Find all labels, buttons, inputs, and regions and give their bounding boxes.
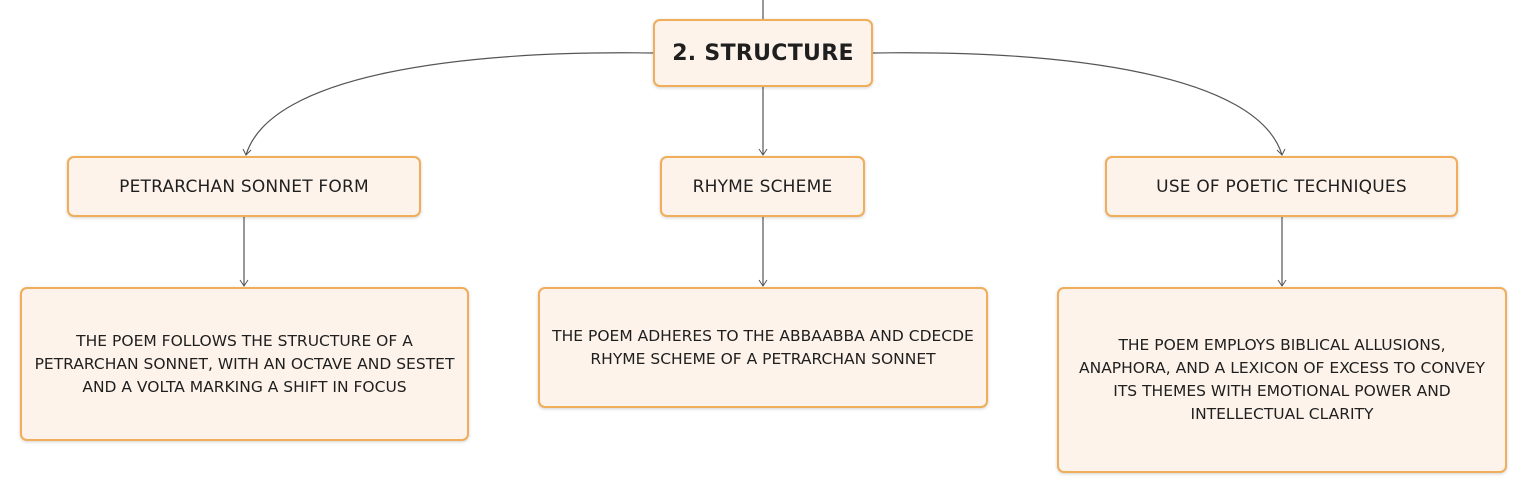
detail-node-text: THE POEM EMPLOYS BIBLICAL ALLUSIONS, ANAPHORA, AND A LEXICON OF EXCESS TO CONVEY ITS THEMES WITH EMOTIONAL POWER AND INTELLECTUAL CLARITY bbox=[1079, 336, 1485, 423]
detail-node-rhyme-scheme[interactable] bbox=[538, 287, 988, 408]
detail-node-petrarchan-sonnet-form[interactable] bbox=[20, 287, 469, 441]
detail-node-text: THE POEM FOLLOWS THE STRUCTURE OF A PETRARCHAN SONNET, WITH AN OCTAVE AND SESTET AND A VOLTA MARKING A SHIFT IN FOCUS bbox=[34, 331, 455, 396]
branch-node-rhyme-scheme[interactable] bbox=[660, 156, 865, 217]
branch-node-poetic-techniques[interactable] bbox=[1105, 156, 1458, 217]
root-node-label: 2. STRUCTURE bbox=[672, 40, 854, 66]
root-node[interactable] bbox=[653, 19, 873, 87]
branch-node-label: RHYME SCHEME bbox=[692, 176, 833, 197]
connector-root-to-form bbox=[246, 53, 653, 155]
detail-node-text: THE POEM ADHERES TO THE ABBAABBA AND CDECDE RHYME SCHEME OF A PETRARCHAN SONNET bbox=[552, 326, 974, 368]
branch-node-petrarchan-sonnet-form[interactable] bbox=[67, 156, 421, 217]
detail-node-poetic-techniques[interactable] bbox=[1057, 287, 1507, 473]
branch-node-label: USE OF POETIC TECHNIQUES bbox=[1156, 176, 1407, 197]
branch-node-label: PETRARCHAN SONNET FORM bbox=[119, 176, 369, 197]
connector-root-to-tech bbox=[873, 53, 1282, 155]
